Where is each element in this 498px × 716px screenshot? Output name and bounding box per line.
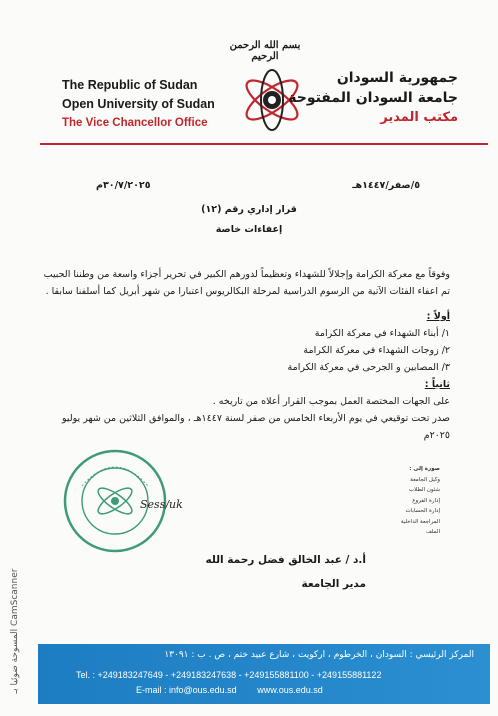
exempt-item: ٣/ المصابين و الجرحى في معركة الكرامة [287, 362, 450, 373]
ar-country: جمهورية السودان [336, 70, 458, 86]
signer-title: مدير الجامعة [301, 578, 366, 590]
footer-contacts [136, 685, 341, 695]
exempt-item: ٢/ زوجات الشهداء في معركة الكرامة [303, 345, 450, 356]
decision-title: قرار إداري رقم (١٢) [201, 204, 297, 215]
basmala: بسم الله الرحمن الرحيم [229, 40, 301, 62]
footer-phones: Tel. : +249183247649 - +249183247638 - +249155881100 - +249155881122 [76, 670, 382, 680]
intro-line-2: تم اعفاء الفئات الآتية من الرسوم الدراسية لمرحلة البكالريوس اعتبارا من شهر أبريل كما أسلفنا سابقا . [45, 286, 450, 297]
header-divider [40, 143, 488, 145]
intro-paragraph [30, 266, 450, 300]
date-gregorian: ٣٠/٧/٢٠٢٥م [96, 180, 151, 191]
ar-office: مكتب المدير [380, 110, 458, 125]
first-heading: أولاً : [426, 311, 450, 322]
issued-line-1: صدر تحت توقيعي في يوم الأربعاء الخامس من صفر لسنة ١٤٤٧هـ ، والموافق الثلاثين من شهر يوليو [61, 413, 450, 424]
cc-item: المراجعة الداخلية [400, 518, 440, 525]
date-hijri: ٥/صفر/١٤٤٧هـ [352, 180, 420, 191]
cc-item: إدارة الحسابات [405, 508, 440, 514]
ar-university: جامعة السودان المفتوحة [288, 90, 458, 106]
en-country: The Republic of Sudan [62, 78, 198, 92]
second-heading: ثانياً : [424, 379, 450, 390]
cc-list [330, 464, 440, 538]
cc-item: الملف [426, 529, 440, 535]
english-letterhead [62, 76, 215, 133]
signer-name: أ.د / عبد الخالق فضل رحمة الله [205, 554, 366, 566]
handwritten-signature: Sess/uk [140, 498, 183, 511]
exempt-item: ١/ أبناء الشهداء في معركة الكرامة [314, 328, 450, 339]
footer-email[interactable]: E-mail : info@ous.edu.sd [136, 685, 237, 695]
en-office: The Vice Chancellor Office [62, 117, 208, 129]
first-section [30, 308, 450, 444]
signer-block [186, 548, 366, 596]
cc-item: إدارة الفروع [412, 497, 440, 504]
footer-bar [38, 644, 490, 704]
issued-line-2: ٢٠٢٥م [423, 430, 450, 441]
arabic-letterhead [288, 68, 458, 128]
footer-website[interactable]: www.ous.edu.sd [257, 685, 323, 695]
decision-subtitle: إعفاءات خاصة [215, 224, 283, 235]
cc-label: صورة إلى : [409, 466, 440, 472]
scanner-note: المسوحة ضوئيا بـ CamScanner [10, 568, 20, 694]
cc-item: شئون الطلاب [408, 487, 440, 493]
second-text: على الجهات المختصة العمل بموجب القرار أعلاه من تاريخه . [212, 396, 450, 407]
en-university: Open University of Sudan [62, 97, 215, 111]
intro-line-1: وفوقاً مع معركة الكرامة وإجلالاً للشهداء وتعظيماً لدورهم الكبير في تحرير أجزاء واسعة من وطننا الحبيب [43, 269, 450, 280]
cc-item: وكيل الجامعة [410, 476, 440, 483]
scanner-watermark [4, 560, 18, 710]
footer-address: المركز الرئيسي : السودان ، الخرطوم ، اركويت ، شارع عبيد ختم ، ص . ب : ١٣٠٩١ [164, 650, 474, 660]
